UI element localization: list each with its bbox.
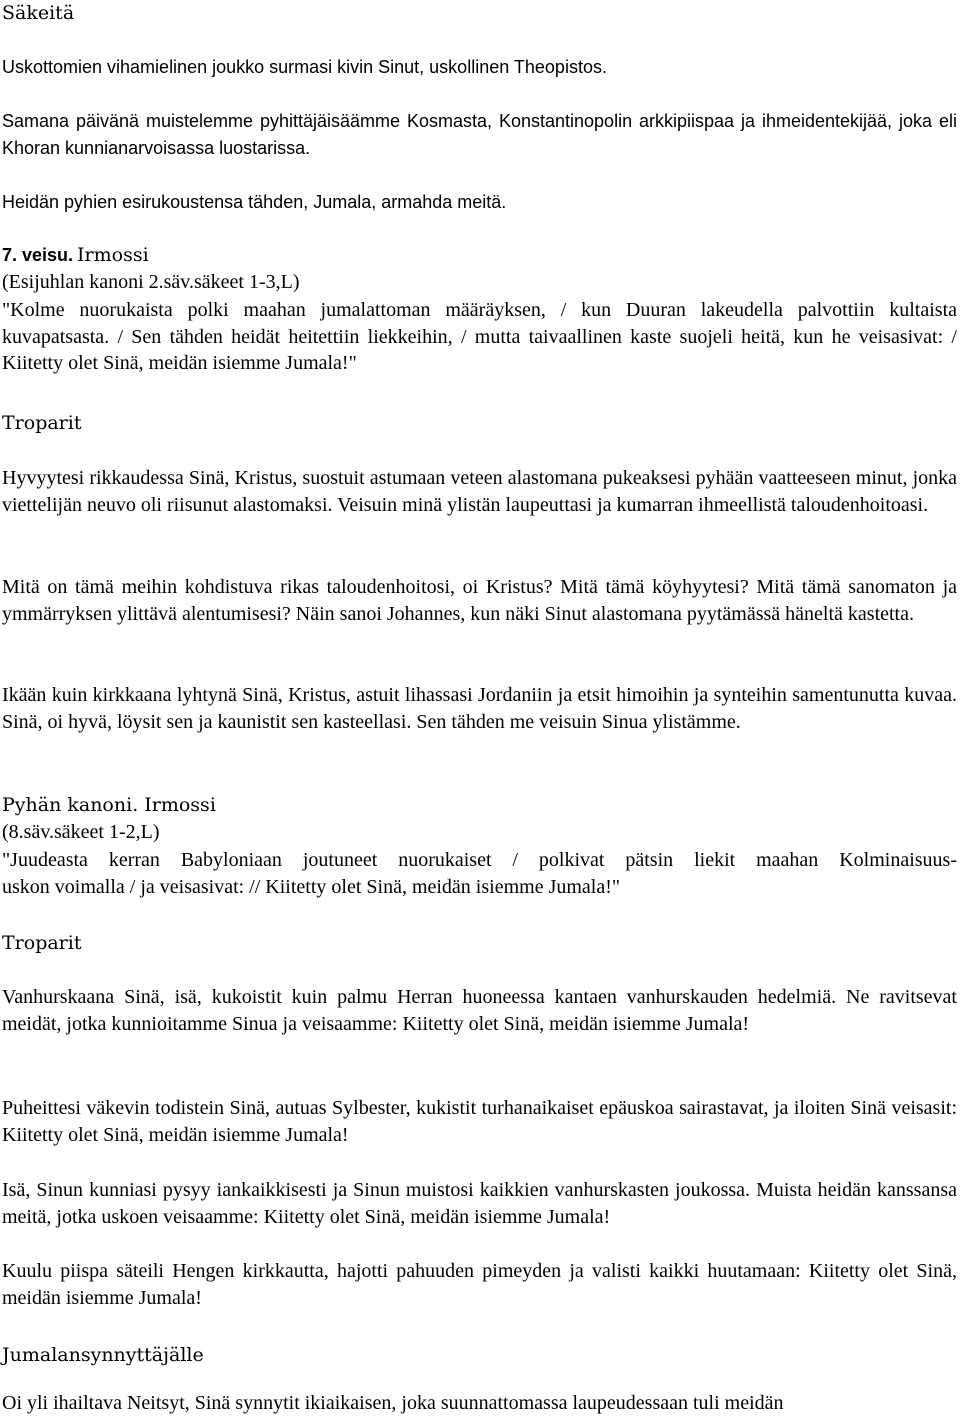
troparit-heading-1: Troparit (2, 412, 82, 434)
section-heading-sakeita: Säkeitä (2, 2, 75, 24)
verse-line-1: Uskottomien vihamielinen joukko surmasi kivin Sinut, uskollinen Theopistos. (2, 57, 607, 77)
troparion-paragraph: Isä, Sinun kunniasi pysyy iankaikkisesti ja Sinun muistosi kaikkien vanhurskasten joukossa. Muista heidän kanssansa meitä, jotka uskoen veisaamme: Kiitetty olet Sinä, meidän isiemme Jumala! (2, 1179, 957, 1228)
troparion-paragraph: Vanhurskaana Sinä, isä, kukoistit kuin palmu Herran huoneessa kantaen vanhurskauden hedelmiä. Ne ravitsevat meidät, jotka kunnioitamme Sinua ja veisaamme: Kiitetty olet Sinä, meidän isiemme Jumala! (2, 986, 957, 1035)
theotokion-text: Oi yli ihailtava Neitsyt, Sinä synnytit ikiaikaisen, joka suunnattomassa laupeudessaan tuli meidän (2, 1392, 784, 1414)
verse-line-3: Heidän pyhien esirukoustensa tähden, Jumala, armahda meitä. (2, 192, 507, 212)
irmossi-label: Irmossi (77, 244, 149, 266)
troparit-heading-2: Troparit (2, 932, 82, 954)
irmossi-meta: (Esijuhlan kanoni 2.säv.säkeet 1-3,L) (2, 271, 300, 293)
jumalansynnyttajalle-heading: Jumalansynnyttäjälle (2, 1344, 204, 1366)
troparion-paragraph: Mitä on tämä meihin kohdistuva rikas taloudenhoitosi, oi Kristus? Mitä tämä köyhyytesi? Mitä tämä sanomaton ja ymmärryksen ylittävä alentumisesi? Näin sanoi Johannes, kun näki Sinut alastomana pyytämässä häneltä kastetta. (2, 576, 957, 625)
pyhan-kanoni-heading: Pyhän kanoni. Irmossi (2, 794, 216, 816)
ode-heading (2, 242, 957, 271)
troparion-paragraph: Kuulu piispa säteili Hengen kirkkautta, hajotti pahuuden pimeyden ja valisti kaikki huutamaan: Kiitetty olet Sinä, meidän isiemme Jumala! (2, 1260, 957, 1309)
irmossi-text: "Kolme nuorukaista polki maahan jumalattoman määräyksen, / kun Duuran lakeudella palvottiin kultaista kuvapatsasta. / Sen tähden heidät heitettiin liekkeihin, / mutta taivaallinen kaste suojeli heitä, kun he veisasivat: / Kiitetty olet Sinä, meidän isiemme Jumala!" (2, 299, 957, 374)
veisu-label: 7. veisu. (2, 245, 74, 265)
verse-line-2: Samana päivänä muistelemme pyhittäjäisäämme Kosmasta, Konstantinopolin arkkipiispaa ja ihmeidentekijää, joka eli Khoran kunnianarvoisassa luostarissa. (2, 111, 957, 158)
troparion-paragraph: Hyvyytesi rikkaudessa Sinä, Kristus, suostuit astumaan veteen alastomana pukeaksesi pyhään vaatteeseen minut, jonka viettelijän neuvo oli riisunut alastomaksi. Veisuin minä ylistän laupeuttasi ja kumarran ihmeellistä taloudenhoitoasi. (2, 467, 957, 516)
irmossi-text-line-1: "Juudeasta kerran Babyloniaan joutuneet nuorukaiset / polkivat pätsin liekit maahan Kolminaisuus- (2, 849, 957, 871)
pyhan-kanoni-irmossi-text (2, 847, 957, 900)
troparion-paragraph: Puheittesi väkevin todistein Sinä, autuas Sylbester, kukistit turhanaikaiset epäuskoa sairastavat, ja iloiten Sinä veisasit: Kiitetty olet Sinä, meidän isiemme Jumala! (2, 1097, 957, 1146)
irmossi-text-line-2: uskon voimalla / ja veisasivat: // Kiitetty olet Sinä, meidän isiemme Jumala!" (2, 875, 621, 898)
pyhan-kanoni-meta: (8.säv.säkeet 1-2,L) (2, 821, 160, 843)
troparion-paragraph: Ikään kuin kirkkaana lyhtynä Sinä, Kristus, astuit lihassasi Jordaniin ja etsit himoihin ja synteihin samentunutta kuvaa. Sinä, oi hyvä, löysit sen ja kaunistit sen kasteellasi. Sen tähden me veisuin Sinua ylistämme. (2, 684, 957, 733)
